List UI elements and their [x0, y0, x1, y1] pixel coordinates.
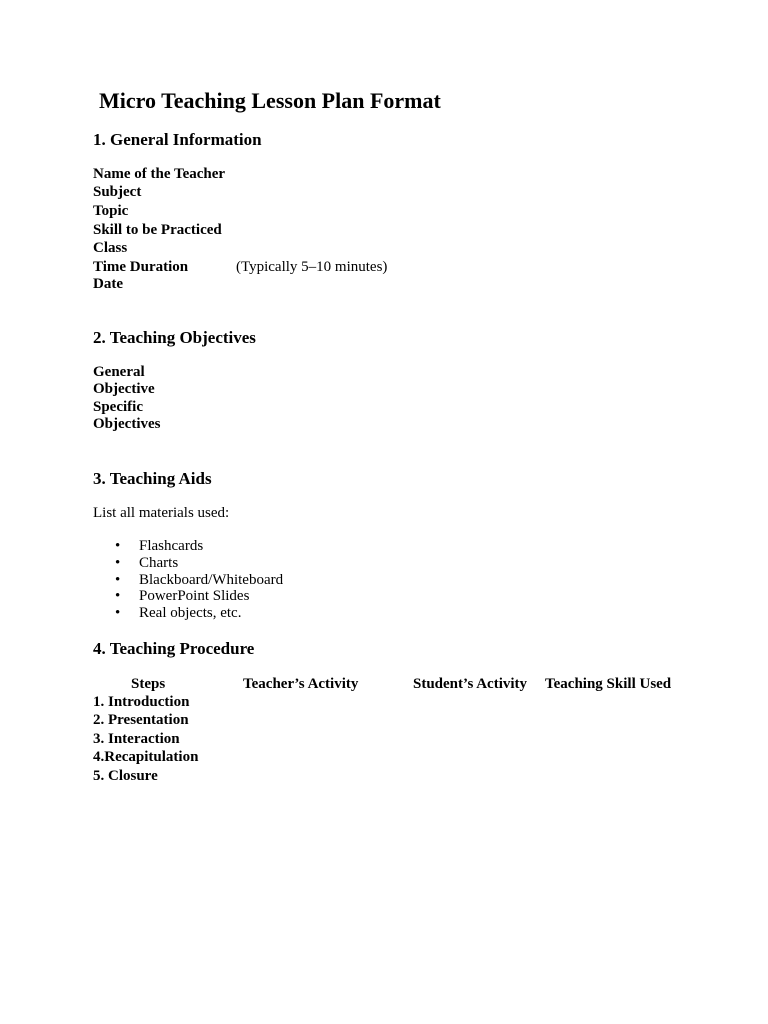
field-label-date: Date [93, 276, 123, 292]
step-presentation: 2. Presentation [93, 712, 189, 728]
field-label-topic: Topic [93, 203, 129, 219]
aid-item-powerpoint: PowerPoint Slides [139, 588, 250, 604]
teaching-aids-intro: List all materials used: [93, 505, 230, 521]
objective-label-specific: Specific [93, 399, 143, 415]
bullet-icon: • [115, 538, 121, 554]
objective-label-objective: Objective [93, 381, 155, 397]
document-title: Micro Teaching Lesson Plan Format [99, 88, 441, 113]
section-heading-teaching-aids: 3. Teaching Aids [93, 469, 212, 488]
time-duration-note: (Typically 5–10 minutes) [236, 259, 388, 275]
step-closure: 5. Closure [93, 768, 158, 784]
aid-item-charts: Charts [139, 555, 179, 571]
column-header-steps: Steps [131, 676, 166, 692]
section-heading-general-information: 1. General Information [93, 130, 262, 149]
aid-item-real-objects: Real objects, etc. [139, 605, 242, 621]
column-header-teacher-activity: Teacher’s Activity [243, 676, 359, 692]
bullet-icon: • [115, 572, 121, 588]
column-header-student-activity: Student’s Activity [413, 676, 528, 692]
bullet-icon: • [115, 588, 121, 604]
objective-label-objectives: Objectives [93, 416, 161, 432]
step-interaction: 3. Interaction [93, 731, 180, 747]
section-heading-teaching-objectives: 2. Teaching Objectives [93, 328, 256, 347]
aid-item-flashcards: Flashcards [139, 538, 204, 554]
field-label-skill: Skill to be Practiced [93, 222, 222, 238]
field-label-time-duration: Time Duration [93, 259, 189, 275]
field-label-teacher-name: Name of the Teacher [93, 166, 226, 182]
step-recapitulation: 4.Recapitulation [93, 749, 199, 765]
objective-label-general: General [93, 364, 145, 380]
step-introduction: 1. Introduction [93, 694, 190, 710]
column-header-teaching-skill: Teaching Skill Used [545, 676, 672, 692]
field-label-class: Class [93, 240, 128, 256]
bullet-icon: • [115, 555, 121, 571]
bullet-icon: • [115, 605, 121, 621]
aid-item-board: Blackboard/Whiteboard [139, 572, 284, 588]
field-label-subject: Subject [93, 184, 142, 200]
section-heading-teaching-procedure: 4. Teaching Procedure [93, 639, 255, 658]
